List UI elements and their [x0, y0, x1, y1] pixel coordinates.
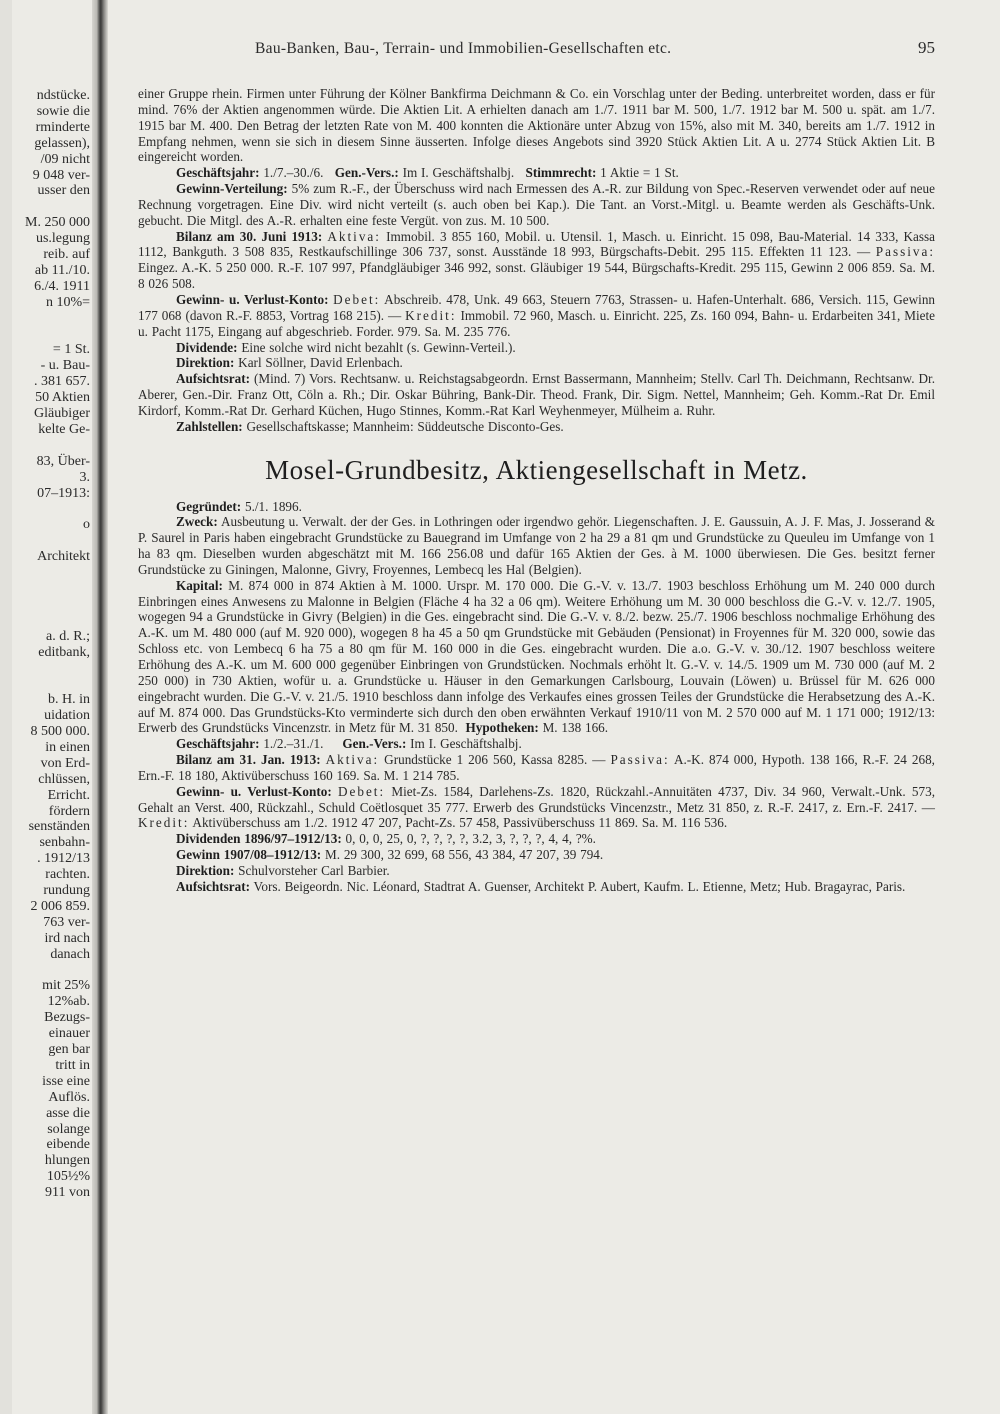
left-column-line: 911 von [45, 1185, 90, 1201]
section1-zahlstellen [138, 419, 935, 435]
left-column-line: 9 048 ver- [32, 167, 90, 183]
left-column-line: uidation [44, 708, 90, 724]
left-column-line: rundung [43, 883, 90, 898]
left-column-line: gen bar [48, 1042, 90, 1057]
bilanz-aktiva-label: Aktiva: [327, 228, 381, 244]
section2-guv [138, 784, 935, 832]
left-column-line: us.legung [35, 231, 90, 247]
section1-gewinnverteilung [138, 181, 935, 229]
left-column-line: 763 ver- [43, 914, 90, 930]
left-column-line: usser den [37, 183, 90, 199]
section2-kapital [138, 578, 935, 736]
bilanz-label: Bilanz am 30. Juni 1913: [176, 228, 323, 244]
gewinn-text: M. 29 300, 32 699, 68 556, 43 384, 47 207, 39 794. [321, 847, 604, 863]
kapital-label: Kapital: [176, 577, 223, 593]
main-text-column [138, 86, 935, 1356]
left-column-line: fördern [48, 803, 90, 819]
running-header [255, 40, 935, 64]
left-column-line: ndstücke. [36, 88, 90, 103]
bilanz-text-2: Eingez. A.-K. 5 250 000. R.-F. 107 997, Pfandgläubiger 346 992, sonst. Gläubiger 19 544, Bürgschafts-Kredit. 295 115, Gewinn 2 006 859. Sa. M. 8 026 508. [138, 260, 935, 292]
guv-label: Gewinn- u. Verlust-Konto: [176, 291, 329, 307]
left-column-line: Architekt [37, 549, 90, 565]
zweck-text: Ausbeutung u. Verwalt. der der Ges. in Lothringen oder irgendwo gehör. Liegenschaften. J. E. Gaussuin, A. J. F. Mas, J. Josserand & P. Saurel in Paris haben eingebracht Grundstücke zu Bauegrand im Umfange von 2 ha 29 a 81 qm und Grundstücke zu Queuleu im Umfange von 1 ha 83 qm. Dieselben wurden abgeschätzt mit M. 166 256.08 und dafür 165 Aktien der Ges. à M. 1000 überwiesen. Die Ges. besitzt ferner Grundstücke zu Giningen, Malonne, Givry, Froyennes, Lembecq les Hal (Belgien). [138, 514, 935, 577]
geschaeftsjahr-text: 1./7.–30./6. [259, 165, 324, 181]
section2-gegruendet [138, 499, 935, 515]
left-column-line: sowie die [36, 103, 90, 119]
left-column-line: Auflös. [48, 1089, 90, 1105]
left-column-line: kelte Ge- [38, 421, 90, 437]
bilanz2-text-1: Grundstücke 1 206 560, Kassa 8285. — [379, 752, 611, 768]
gewinnverteilung-text: 5% zum R.-F., der Überschuss wird nach Ermessen des A.-R. zur Bildung von Spec.-Reserven verwendet oder auf neue Rechnung vorgetragen. Eine Div. wird nicht verteilt (s. auch oben bei Kap.). Die Tant. an Vorst.-Mitgl. u. Beamte werden als Geschäfts-Unk. gebucht. Die Mitgl. des A.-R. erhalten eine feste Vergüt. von zus. M. 10 500. [138, 181, 935, 228]
left-column-line: 3. [79, 469, 90, 485]
aufsichtsrat2-label: Aufsichtsrat: [176, 878, 250, 894]
guv-text-1: Abschreib. 478, Unk. 49 663, Steuern 7763, Strassen- u. Hafen-Unterhalt. 686, Versich. 115, Gewinn 177 068 (davon R.-F. 8853, Vortrag 168 215). — [138, 291, 936, 323]
gewinnverteilung-label: Gewinn-Verteilung: [176, 181, 288, 197]
direktion-label: Direktion: [176, 355, 235, 371]
genvers2-label: Gen.-Vers.: [342, 736, 407, 752]
guv-text-2: Immobil. 72 960, Masch. u. Einricht. 225, Zs. 160 094, Bahn- u. Erdarbeiten 341, Miete u. Pacht 1175, Eingang auf abgeschrieb. Forder. 979. Sa. M. 235 776. [138, 307, 935, 339]
left-column-line: o [83, 517, 90, 533]
section2-bilanz [138, 752, 935, 784]
left-column-line: 83, Über- [36, 453, 90, 469]
section1-aufsichtsrat [138, 371, 935, 419]
guv2-text-1: Miet-Zs. 1584, Darlehens-Zs. 1820, Rückzahl.-Annuitäten 4737, Div. 34 960, Verwalt.-Unk. 573, Gehalt an Verst. 400, Rückzahl., Schuld Coëtlosquet 35 777. Erwerb des Grundstücks Vincenzstr., Metz 31 850, z. R.-F. 2417, z. Ern.-F. 2417. — [138, 783, 936, 815]
left-column-line: Gläubiger [34, 406, 90, 421]
bilanz2-text-2: A.-K. 874 000, Hypoth. 138 166, R.-F. 24 268, Ern.-F. 18 180, Aktivüberschuss 160 169. Sa. M. 1 214 785. [138, 752, 935, 783]
left-column-line: ab 11./10. [34, 262, 90, 278]
left-column-line: b. H. in [48, 692, 90, 708]
left-column-line: . 1912/13 [37, 851, 90, 867]
left-column-line: 8 500 000. [30, 724, 90, 739]
left-column-line: 6./4. 1911 [34, 278, 90, 294]
left-column-line: /09 nicht [40, 151, 90, 167]
gewinn-label: Gewinn 1907/08–1912/13: [176, 847, 322, 863]
left-column-line: M. 250 000 [25, 215, 90, 231]
guv-kredit-label: Kredit: [405, 307, 457, 323]
section2-gewinn [138, 847, 935, 863]
dividende-text: Eine solche wird nicht bezahlt (s. Gewinn-Verteil.). [237, 339, 516, 355]
guv2-label: Gewinn- u. Verlust-Konto: [176, 783, 332, 799]
hypotheken-text: M. 138 166. [538, 720, 609, 736]
gegruendet-label: Gegründet: [176, 498, 242, 514]
left-column-line: 105½% [46, 1169, 90, 1185]
bilanz-text-1: Immobil. 3 855 160, Mobil. u. Utensil. 1, Masch. u. Einricht. 15 098, Bau-Material. 14 333, Kassa 1112, Bankguth. 3 508 835, Restkaufschillinge 306 737, sonst. Ausstände 18 993, Bürgschafts-Debit. 295 115. Effekten 11 123. — [138, 228, 935, 260]
header-title: Bau-Banken, Bau-, Terrain- und Immobilien-Gesellschaften etc. [255, 40, 672, 57]
bilanz2-aktiva-label: Aktiva: [325, 752, 380, 768]
left-column-line: isse eine [42, 1073, 90, 1089]
left-column-line: reib. auf [43, 247, 90, 262]
direktion2-text: Schulvorsteher Carl Barbier. [234, 862, 390, 878]
left-column-line: asse die [46, 1105, 90, 1121]
gegruendet-text: 5./1. 1896. [241, 498, 302, 514]
guv-debet-label: Debet: [333, 291, 381, 307]
section2-zweck [138, 514, 935, 577]
geschaeftsjahr2-text: 1./2.–31./1. [259, 736, 324, 752]
left-column-line: chlüssen, [38, 771, 90, 787]
section1-guv [138, 292, 935, 340]
section2-dividenden [138, 831, 935, 847]
stimmrecht-text: 1 Aktie = 1 St. [596, 165, 679, 181]
left-column-line: a. d. R.; [46, 628, 90, 644]
stimmrecht-label: Stimmrecht: [525, 165, 597, 181]
aufsichtsrat-label: Aufsichtsrat: [176, 371, 250, 387]
bilanz2-passiva-label: Passiva: [610, 752, 670, 768]
left-column-line: rachten. [45, 867, 90, 883]
left-column-line: - u. Bau- [40, 358, 90, 374]
left-column-line: Bezugs- [44, 1010, 90, 1026]
left-column-line: 2 006 859. [30, 898, 90, 914]
left-column-line: 12%ab. [47, 994, 90, 1010]
left-column-line: = 1 St. [52, 342, 90, 358]
dividenden-text: 0, 0, 0, 25, 0, ?, ?, ?, ?, 3.2, 3, ?, ?, ?, 4, 4, ?%. [341, 831, 596, 847]
left-column-line: hlungen [44, 1153, 90, 1169]
aufsichtsrat-text: (Mind. 7) Vors. Rechtsanw. u. Reichstagsabgeordn. Ernst Bassermann, Mannheim; Stellv. Carl Th. Deichmann, Rechtsanw. Dr. Aberer, Gen.-Dir. Franz Ott, Cöln a. Rh.; Dir. Oskar Bühring, Bank-Dir. Theod. Frank, Dir. Sigm. Nettel, Mannheim; Geh. Komm.-Rat Dr. Emil Kirdorf, Komm.-Rat Dr. Gerhard Küchen, Hugo Stinnes, Komm.-Rat Karl Weyhenmeyer, Mülheim a. Ruhr. [138, 371, 935, 418]
section1-intro [138, 86, 935, 165]
page-number: 95 [918, 38, 935, 57]
genvers-text: Im I. Geschäftshalbj. [398, 165, 515, 181]
guv2-debet-label: Debet: [337, 783, 386, 799]
dividende-label: Dividende: [176, 339, 238, 355]
left-column-line: von Erd- [40, 755, 90, 771]
left-column-line: tritt in [55, 1057, 90, 1073]
section2-aufsichtsrat [138, 879, 935, 895]
left-column-line: n 10%= [45, 294, 90, 310]
left-column-line: rminderte [35, 119, 90, 135]
left-column-line: in einen [45, 739, 90, 755]
section1-meta [138, 165, 935, 181]
geschaeftsjahr2-label: Geschäftsjahr: [176, 736, 260, 752]
genvers2-text: Im I. Geschäftshalbj. [406, 736, 522, 752]
left-column-line: mit 25% [42, 978, 90, 994]
section1-dividende [138, 340, 935, 356]
direktion-text: Karl Söllner, David Erlenbach. [234, 355, 403, 371]
section2-direktion [138, 863, 935, 879]
zahlstellen-text: Gesellschaftskasse; Mannheim: Süddeutsche Disconto-Ges. [242, 418, 564, 434]
guv2-kredit-label: Kredit: [138, 815, 190, 831]
direktion2-label: Direktion: [176, 862, 235, 878]
left-column-line: gelassen), [34, 135, 90, 151]
bilanz-passiva-label: Passiva: [875, 244, 935, 260]
zweck-label: Zweck: [176, 514, 218, 530]
left-column-line: einauer [48, 1026, 90, 1042]
left-column-line: danach [50, 946, 90, 962]
section2-meta [138, 736, 935, 752]
hypotheken-label: Hypotheken: [465, 720, 539, 736]
genvers-label: Gen.-Vers.: [334, 165, 399, 181]
left-column-line: editbank, [38, 644, 90, 660]
kapital-text: M. 874 000 in 874 Aktien à M. 1000. Urspr. M. 170 000. Die G.-V. v. 13./7. 1903 beschloss Erhöhung um M. 240 000 durch Einbringen eines Anwesens zu Malonne in Belgien (Fläche 4 ha 32 a 06 qm). Weitere Erhöhung um M. 30 000 beschloss die G.-V. v. 12./7. 1905, wogegen 94 a Grundstücke in Givry (Belgien) in die Ges. eingebracht sind. Die G.-V. v. 8./2. bezw. 25./7. 1906 beschloss nochmalige Erhöhung des A.-K. um M. 480 000 (auf M. 920 000), wogegen 8 ha 45 a 50 qm Grundstücke mit Gebäuden (Pensionat) in Froyennes für M. 320 000, sowie das Schloss etc. von Lembecq 6 ha 75 a 80 qm für M. 160 000 in die Ges. eingebracht wurden. Die a.o. G.-V. v. 30./12. 1907 beschloss weitere Erhöhung des A.-K. um M. 600 000 gegenüber Einbringen von Grundstücken. Nochmals erhöht lt. G.-V. v. 14./5. 1909 um M. 730 000 (auf M. 2 250 000) in 730 Aktien, wofür u. a. Grundstücke u. Häuser in den Gemarkungen Carlsbourg, Louvain (Löwen) u. Brüssel für M. 626 000 eingebracht wurden. Die G.-V. v. 21./5. 1910 beschloss dann infolge des Verkaufes eines grossen Teiles der Grundstücke die Herabsetzung des A.-K. auf M. 874 000. Das Grundstücks-Kto verminderte sich durch den oben erwähnten Verkauf 1910/11 von M. 2 570 000 auf M. 1 171 000; 1912/13: Erwerb des Grundstücks Vincenzstr. in Metz für M. 31 850. [138, 577, 935, 736]
previous-page-column [0, 70, 92, 1390]
left-column-line: ird nach [44, 930, 90, 946]
aufsichtsrat2-text: Vors. Beigeordn. Nic. Léonard, Stadtrat A. Guenser, Architekt P. Aubert, Kaufm. L. Etienne, Metz; Hub. Bragayrac, Paris. [250, 878, 906, 894]
section1-bilanz [138, 229, 935, 292]
guv2-text-2: Aktivüberschuss am 1./2. 1912 47 207, Pacht-Zs. 57 458, Passivüberschuss 11 869. Sa. M. 116 536. [189, 815, 728, 831]
intro-text: einer Gruppe rhein. Firmen unter Führung der Kölner Bankfirma Deichmann & Co. ein Vorschlag unter der Beding. unterbreitet worden, dass er für mind. 76% der Aktien angenommen würde. Die Aktien Lit. A erhielten danach am 1./7. 1911 bar M. 500, 1./7. 1912 bar M. 500 u. spät. am 1./7. 1915 bar M. 400. Den Betrag der letzten Rate von M. 400 konnten die Aktionäre unter Abzug von 15%, also mit M. 340, bereits am 1./7. 1912 in Empfang nehmen, wenn sie sich in diesem Sinne äusserten. Infolge dieses Angebots sind 3920 Stück Aktien Lit. A u. 2774 Stück Aktien Lit. B eingereicht worden. [138, 86, 935, 165]
left-column-line: . 381 657. [34, 374, 90, 390]
left-column-line: senständen [28, 819, 90, 835]
book-gutter [92, 0, 108, 1414]
geschaeftsjahr-label: Geschäftsjahr: [176, 165, 260, 181]
bilanz2-label: Bilanz am 31. Jan. 1913: [176, 752, 321, 768]
zahlstellen-label: Zahlstellen: [176, 418, 243, 434]
left-column-line: solange [47, 1121, 90, 1137]
dividenden-label: Dividenden 1896/97–1912/13: [176, 831, 342, 847]
company-heading: Mosel-Grundbesitz, Aktiengesellschaft in Metz. [265, 454, 808, 485]
section1-direktion [138, 355, 935, 371]
left-column-line: 07–1913: [37, 485, 90, 501]
left-column-line: Erricht. [47, 787, 90, 803]
left-column-line: eibende [46, 1137, 90, 1153]
left-column-line: senbahn- [39, 835, 90, 851]
left-column-line: 50 Aktien [35, 390, 90, 406]
